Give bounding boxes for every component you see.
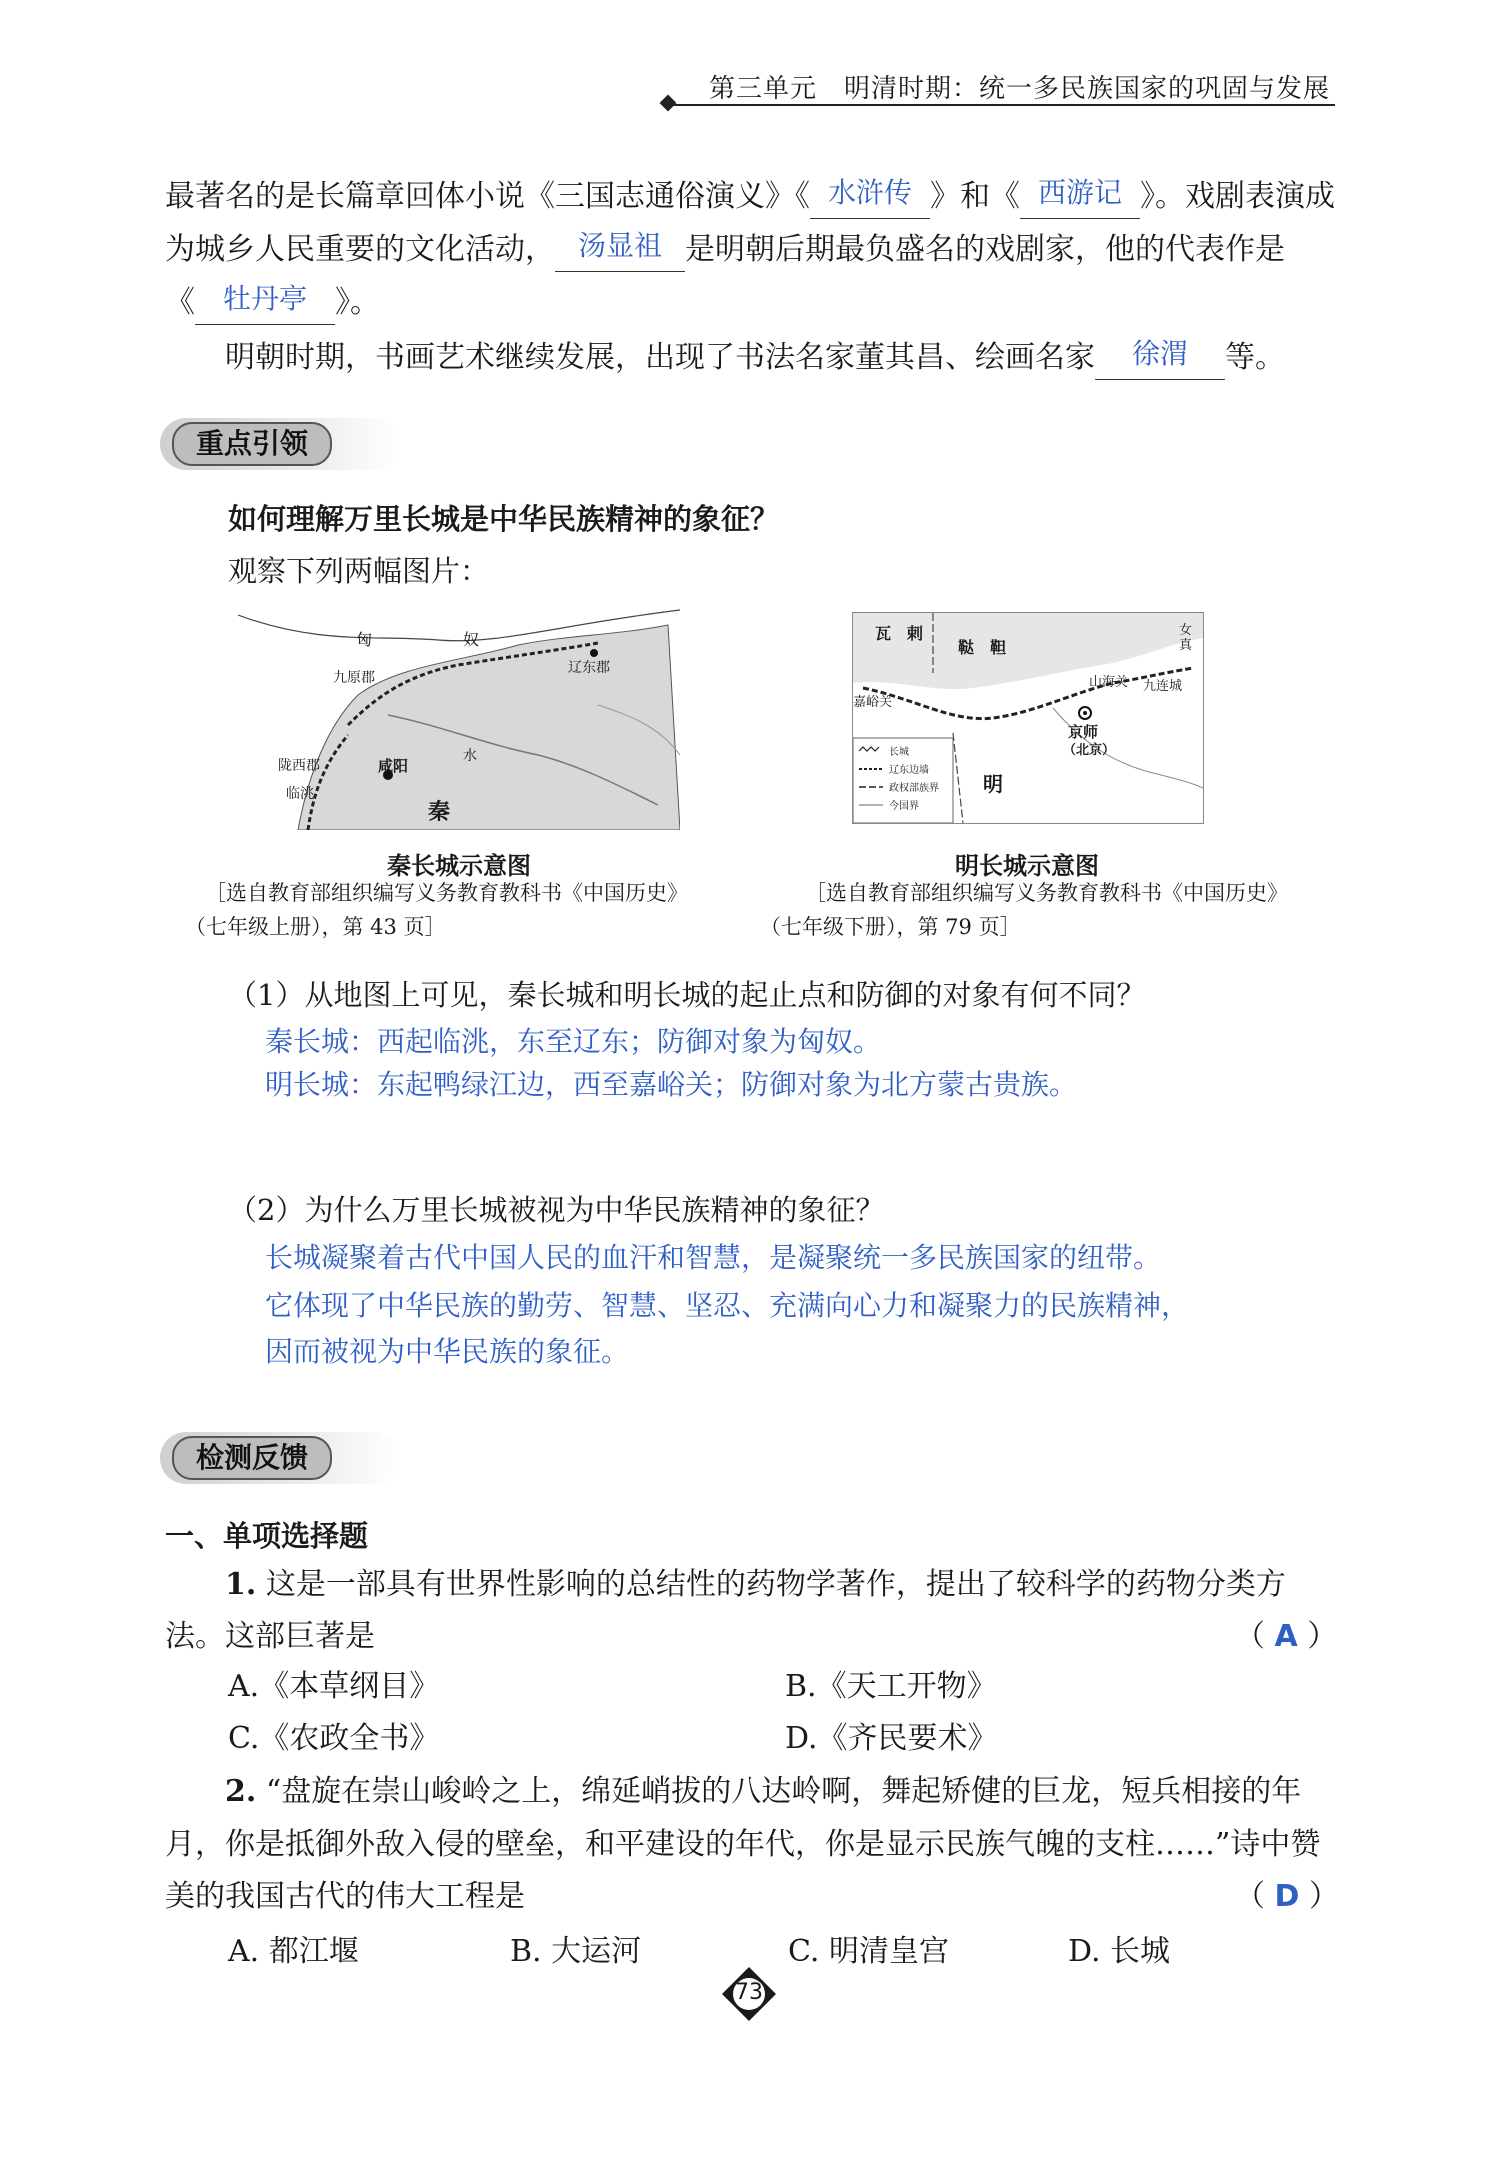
intro-text: 是明朝后期最负盛名的戏剧家，他的代表作是 <box>685 232 1285 267</box>
map-label-jiuyuan: 九原郡 <box>333 670 375 686</box>
question-number: 2. <box>225 1774 257 1809</box>
section-tag-feedback <box>160 1432 400 1484</box>
map-label-nuzhen: 女真 <box>1179 623 1193 653</box>
map-label-dada: 鞑 靼 <box>958 638 1007 657</box>
mc-question-2-line-1 <box>225 1767 1335 1817</box>
answer-2-line-1: 长城凝聚着古代中国人民的血汗和智慧，是凝聚统一多民族国家的纽带。 <box>265 1241 1162 1274</box>
intro-line-3 <box>165 278 1335 329</box>
option-c: C.《农政全书》 <box>228 1721 440 1756</box>
option-c: C. 明清皇宫 <box>788 1934 949 1969</box>
map-label-shui: 水 <box>463 748 477 764</box>
qin-map-source-2: （七年级上册），第 43 页］ <box>185 915 446 939</box>
question-text: “盘旋在崇山峻岭之上，绵延峭拔的八达岭啊，舞起矫健的巨龙，短兵相接的年 <box>265 1774 1302 1809</box>
answer-choice: D <box>1274 1879 1300 1914</box>
answer-2-line-3: 因而被视为中华民族的象征。 <box>265 1335 630 1368</box>
answer-1-line-1: 秦长城：西起临洮，东至辽东；防御对象为匈奴。 <box>265 1025 882 1058</box>
mc-question-2-line-2: 月，你是抵御外敌入侵的壁垒，和平建设的年代，你是显示民族气魄的支柱……”诗中赞 <box>165 1827 1321 1862</box>
answer-2-line-2: 它体现了中华民族的勤劳、智慧、坚忍、充满向心力和凝聚力的民族精神， <box>265 1289 1190 1322</box>
intro-text: 《 <box>165 285 195 320</box>
page-number: 73 <box>735 1980 763 2005</box>
map-label-xiongnu-2: 奴 <box>463 630 480 649</box>
map-label-wala: 瓦 剌 <box>875 624 924 643</box>
section-tag-label: 检测反馈 <box>172 1436 332 1480</box>
map-label-xianyang: 咸阳 <box>378 757 409 775</box>
header-title: 第三单元 明清时期：统一多民族国家的巩固与发展 <box>708 74 1330 104</box>
map-label-jiuliancheng: 九连城 <box>1143 679 1183 694</box>
intro-text: 为城乡人民重要的文化活动， <box>165 232 555 267</box>
mc-question-2-line-3: 美的我国古代的伟大工程是 <box>165 1879 525 1914</box>
map-label-longxi: 陇西郡 <box>278 758 320 774</box>
map-label-lintao: 临洮 <box>286 786 314 802</box>
qin-map-source-1: ［选自教育部组织编写义务教育教科书《中国历史》 <box>205 881 688 905</box>
map-label-xiongnu-1: 匈 <box>356 630 373 649</box>
intro-text: 最著名的是长篇章回体小说《三国志通俗演义》《 <box>165 179 810 214</box>
intro-text: 等。 <box>1225 340 1285 375</box>
intro-line-1 <box>165 172 1335 223</box>
option-a: A. 都江堰 <box>228 1934 359 1969</box>
legend-label-national: 今国界 <box>889 801 919 812</box>
intro-text: 》。戏剧表演成 <box>1140 179 1335 214</box>
guiding-question: 如何理解万里长城是中华民族精神的象征？ <box>228 502 780 536</box>
option-b: B. 大运河 <box>510 1934 642 1969</box>
qin-map-caption: 秦长城示意图 <box>387 852 531 880</box>
page-header <box>0 0 1500 118</box>
answer-paren-1: （ A ） <box>1235 1619 1338 1654</box>
option-b: B.《天工开物》 <box>785 1669 997 1704</box>
map-label-jiayuguan: 嘉峪关 <box>853 695 893 710</box>
fill-blank-5: 徐渭 <box>1095 329 1225 380</box>
page-number-badge <box>720 1965 778 2023</box>
answer-1-line-2: 明长城：东起鸭绿江边，西至嘉峪关；防御对象为北方蒙古贵族。 <box>265 1068 1078 1101</box>
fill-blank-1: 水浒传 <box>810 168 930 219</box>
section-tag-key-points <box>160 418 400 470</box>
jingshi-marker-dot <box>1083 711 1087 715</box>
intro-text: 明朝时期，书画艺术继续发展，出现了书法名家董其昌、绘画名家 <box>225 340 1095 375</box>
ming-map-source-1: ［选自教育部组织编写义务教育教科书《中国历史》 <box>805 881 1288 905</box>
ming-great-wall-map <box>852 612 1204 824</box>
fill-blank-3: 汤显祖 <box>555 221 685 272</box>
answer-paren-2: （ D ） <box>1235 1879 1339 1914</box>
sub-question-1: （1）从地图上可见，秦长城和明长城的起止点和防御的对象有何不同？ <box>228 978 1146 1012</box>
answer-choice: A <box>1274 1619 1298 1654</box>
instruction-text: 观察下列两幅图片： <box>228 554 490 588</box>
mc-question-1-line-2: 法。这部巨著是 <box>165 1619 375 1654</box>
ming-map-caption: 明长城示意图 <box>955 852 1099 880</box>
intro-line-4 <box>225 333 1335 384</box>
question-text: 这是一部具有世界性影响的总结性的药物学著作，提出了较科学的药物分类方 <box>265 1567 1286 1602</box>
map-label-beijing: （北京） <box>1063 743 1116 758</box>
map-label-ming: 明 <box>983 772 1003 796</box>
intro-line-2 <box>165 225 1335 276</box>
legend-label-wall: 长城 <box>889 747 909 758</box>
part-title: 一、单项选择题 <box>165 1519 369 1553</box>
liaodong-marker <box>590 649 598 657</box>
header-diamond-icon <box>660 95 677 112</box>
fill-blank-2: 西游记 <box>1020 168 1140 219</box>
option-d: D. 长城 <box>1068 1934 1171 1969</box>
map-label-qin: 秦 <box>428 799 451 825</box>
option-d: D.《齐民要术》 <box>785 1721 998 1756</box>
map-label-liaodong: 辽东郡 <box>568 660 610 676</box>
mc-question-1-line-1 <box>225 1560 1335 1610</box>
intro-text: 》和《 <box>930 179 1020 214</box>
option-a: A.《本草纲目》 <box>228 1669 440 1704</box>
fill-blank-4: 牡丹亭 <box>195 274 335 325</box>
section-tag-label: 重点引领 <box>172 422 332 466</box>
intro-text: 》。 <box>335 285 380 320</box>
question-number: 1. <box>225 1567 257 1602</box>
legend-label-liaodong: 辽东边墙 <box>889 765 929 776</box>
map-label-jingshi: 京师 <box>1068 723 1099 741</box>
legend-label-border: 政权部族界 <box>889 783 939 794</box>
ming-map-source-2: （七年级下册），第 79 页］ <box>760 915 1021 939</box>
qin-great-wall-map <box>238 605 680 830</box>
map-label-shanhaiguan: 山海关 <box>1089 675 1129 690</box>
sub-question-2: （2）为什么万里长城被视为中华民族精神的象征？ <box>228 1193 885 1227</box>
